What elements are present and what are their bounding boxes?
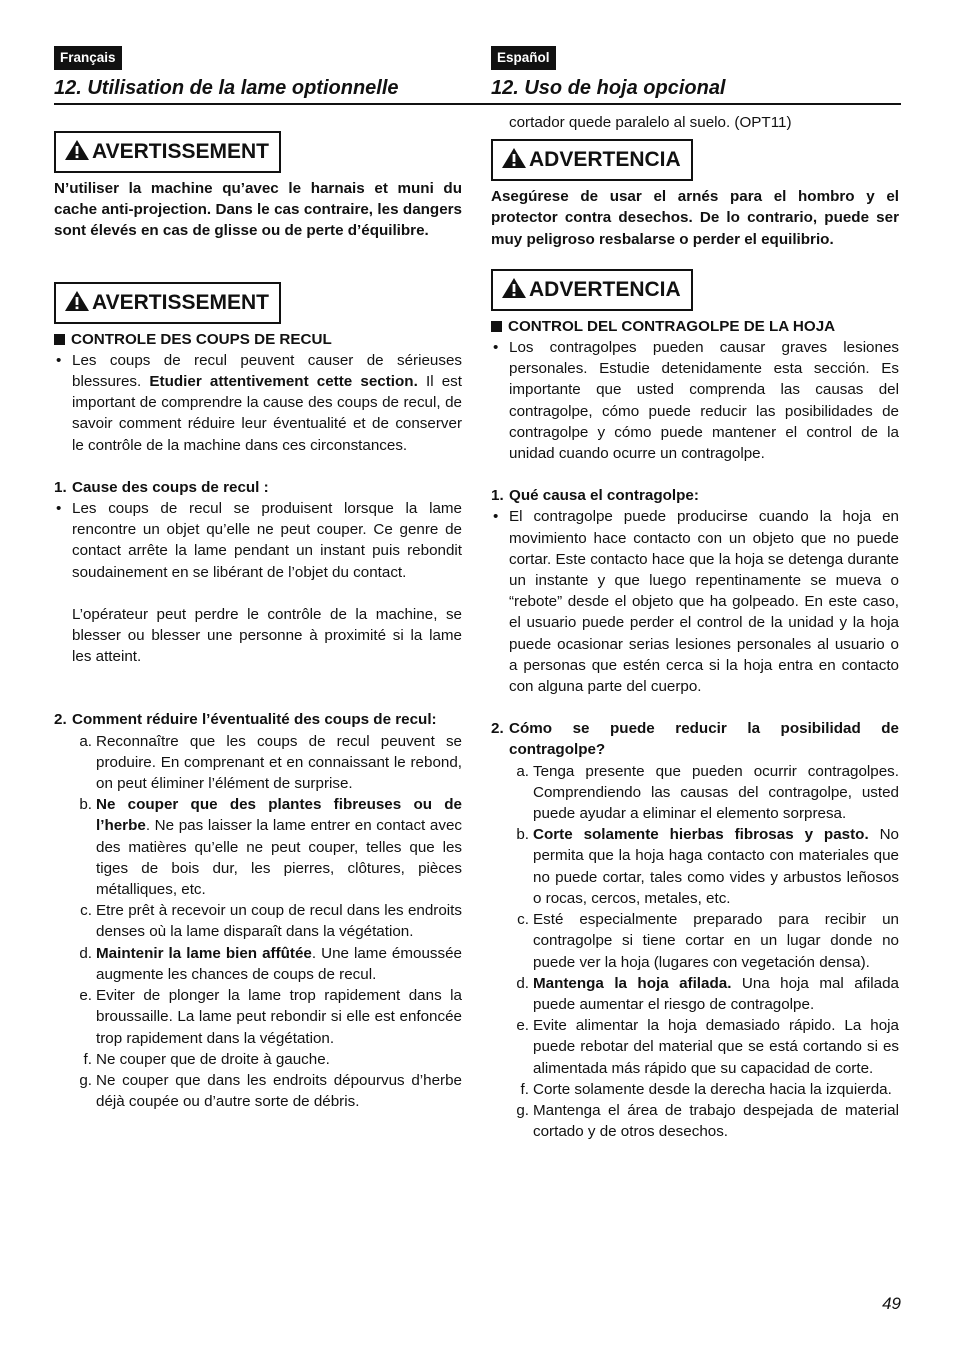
language-tag-french: Français (54, 46, 122, 70)
section-title-spanish: 12. Uso de hoja opcional (491, 77, 726, 99)
list-item: d. Maintenir la lame bien affûtée. Une lame émoussée augmente les chances de coups de recul. (79, 944, 462, 983)
list-item: f. Ne couper que de droite à gauche. (83, 1050, 330, 1068)
list-item: e. Eviter de plonger la lame trop rapidement dans la broussaille. La lame peut rebondir si elle est enfoncée trop rapidement dans la végétation. (79, 987, 462, 1047)
section-title-french: 12. Utilisation de la lame optionnelle (54, 77, 399, 99)
list-item: c. Esté especialmente preparado para recibir un contragolpe si tiene cortar en un lugar donde no puede ver la hoja (lugares con vegetación densa). (517, 911, 899, 971)
warning-label: AVERTISSEMENT (92, 290, 269, 314)
warning-box-french-1 (54, 131, 281, 173)
cause-bullet-french: • Les coups de recul se produisent lorsque la lame rencontre un objet qu’elle ne peut couper. Ce genre de contact arrête la lame pendant un instant puis rebondit soudainement en se libérant de l’objet du contact. (54, 498, 462, 583)
warning-box-spanish-2 (491, 269, 693, 311)
warning-triangle-icon (501, 277, 527, 299)
kickback-heading-french: CONTROLE DES COUPS DE RECUL (54, 329, 462, 350)
cause-paragraph-french: L’opérateur peut perdre le contrôle de la machine, se blesser ou blesser une personne à proximité si la lame les atteint. (72, 605, 462, 666)
kickback-bullet-french: • Les coups de recul peuvent causer de sérieuses blessures. Etudier attentivement cette section. Il est important de comprendre la cause des coups de recul, de savoir comment réduire leur éventualité et de conserver le contrôle de la machine dans ces circonstances. (54, 350, 462, 456)
list-item: g. Mantenga el área de trabajo despejada de material cortado y de otros desechos. (516, 1101, 899, 1141)
warning-box-spanish-1 (491, 139, 693, 181)
list-item: f. Corte solamente desde la derecha hacia la izquierda. (520, 1080, 892, 1098)
warning-label: ADVERTENCIA (529, 277, 681, 301)
warning-triangle-icon (64, 290, 90, 312)
reduce-heading-spanish: 2. Cómo se puede reducir la posibilidad de contragolpe? (491, 720, 899, 759)
language-tag-spanish: Español (491, 46, 556, 70)
reduce-heading-french: 2. Comment réduire l’éventualité des coups de recul: (54, 711, 437, 729)
cause-bullet-spanish: • El contragolpe puede producirse cuando la hoja en movimiento hace contacto con un objeto que no puede cortar. Este contacto hace que la hoja se detenga durante un instante y que luego repentinamente se mueva o “rebote” desde el objeto que ha golpeado. En este caso, el usuario puede perder el control de la unidad y la hoja puede ocasionar serias lesiones personales al usuario o a personas que estén cerca si la hoja entra en contacto con alguna parte del cuerpo. (491, 506, 899, 697)
list-item: d. Mantenga la hoja afilada. Una hoja mal afilada puede aumentar el riesgo de contragolpe. (516, 974, 899, 1013)
kickback-heading-spanish: CONTROL DEL CONTRAGOLPE DE LA HOJA (491, 316, 899, 337)
list-item: a. Reconnaître que les coups de recul peuvent se produire. En comprenant et en connaissant le rebond, on peut éliminer l’élément de surprise. (79, 732, 462, 793)
warning-text-french-1: N’utiliser la machine qu’avec le harnais et muni du cache anti-projection. Dans le cas contraire, les dangers sont élevés en cas de glisse ou de perte d’équilibre. (54, 180, 462, 240)
continued-text-spanish: cortador quede paralelo al suelo. (OPT11) (509, 114, 792, 131)
warning-text-spanish-1: Asegúrese de usar el arnés para el hombro y el protector contra desechos. De lo contrario, puede ser muy peligroso resbalarse o perder el equilibrio. (491, 188, 899, 248)
warning-label: ADVERTENCIA (529, 148, 681, 172)
warning-triangle-icon (501, 147, 527, 169)
page-number: 49 (882, 1294, 901, 1313)
list-item: c. Etre prêt à recevoir un coup de recul dans les endroits denses où la lame disparaît dans la végétation. (80, 902, 462, 941)
spanish-column (491, 46, 899, 1142)
warning-box-french-2 (54, 282, 281, 324)
list-item: e. Evite alimentar la hoja demasiado rápido. La hoja puede rebotar del material que se está cortando si es alimentada más rápido que su capacidad de corte. (516, 1017, 899, 1077)
kickback-bullet-spanish: • Los contragolpes pueden causar graves lesiones personales. Estudie detenidamente esta sección. Es importante que usted comprenda las causas del contragolpe, cómo puede reducir las posibilidades de contragolpe y cómo puede mantener el control de la unidad cuando ocurre un contragolpe. (491, 337, 899, 464)
list-item: g. Ne couper que dans les endroits dépourvus d’herbe déjà coupée ou d’autre sorte de débris. (79, 1071, 462, 1111)
list-item: b. Corte solamente hierbas fibrosas y pasto. No permita que la hoja haga contacto con materiales que no puede cortar, tales como vides y arbustos leñosos o rocas, cercos, metales, etc. (516, 826, 900, 907)
square-bullet-icon (491, 321, 502, 332)
warning-triangle-icon (64, 139, 90, 161)
list-item: b. Ne couper que des plantes fibreuses ou de l’herbe. Ne pas laisser la lame entrer en contact avec des matières qu’elle ne peut couper, telles que les tiges de bois dur, les pierres, clôtures, pièces métalliques, etc. (79, 796, 462, 899)
french-column (54, 46, 462, 1112)
square-bullet-icon (54, 334, 65, 345)
list-item: a. Tenga presente que pueden ocurrir contragolpes. Comprendiendo las causas del contragolpe, usted puede ayudar a eliminar el elemento sorpresa. (516, 762, 899, 823)
cause-heading-spanish: 1. Qué causa el contragolpe: (491, 487, 699, 505)
cause-heading-french: 1. Cause des coups de recul : (54, 478, 269, 496)
warning-label: AVERTISSEMENT (92, 140, 269, 163)
